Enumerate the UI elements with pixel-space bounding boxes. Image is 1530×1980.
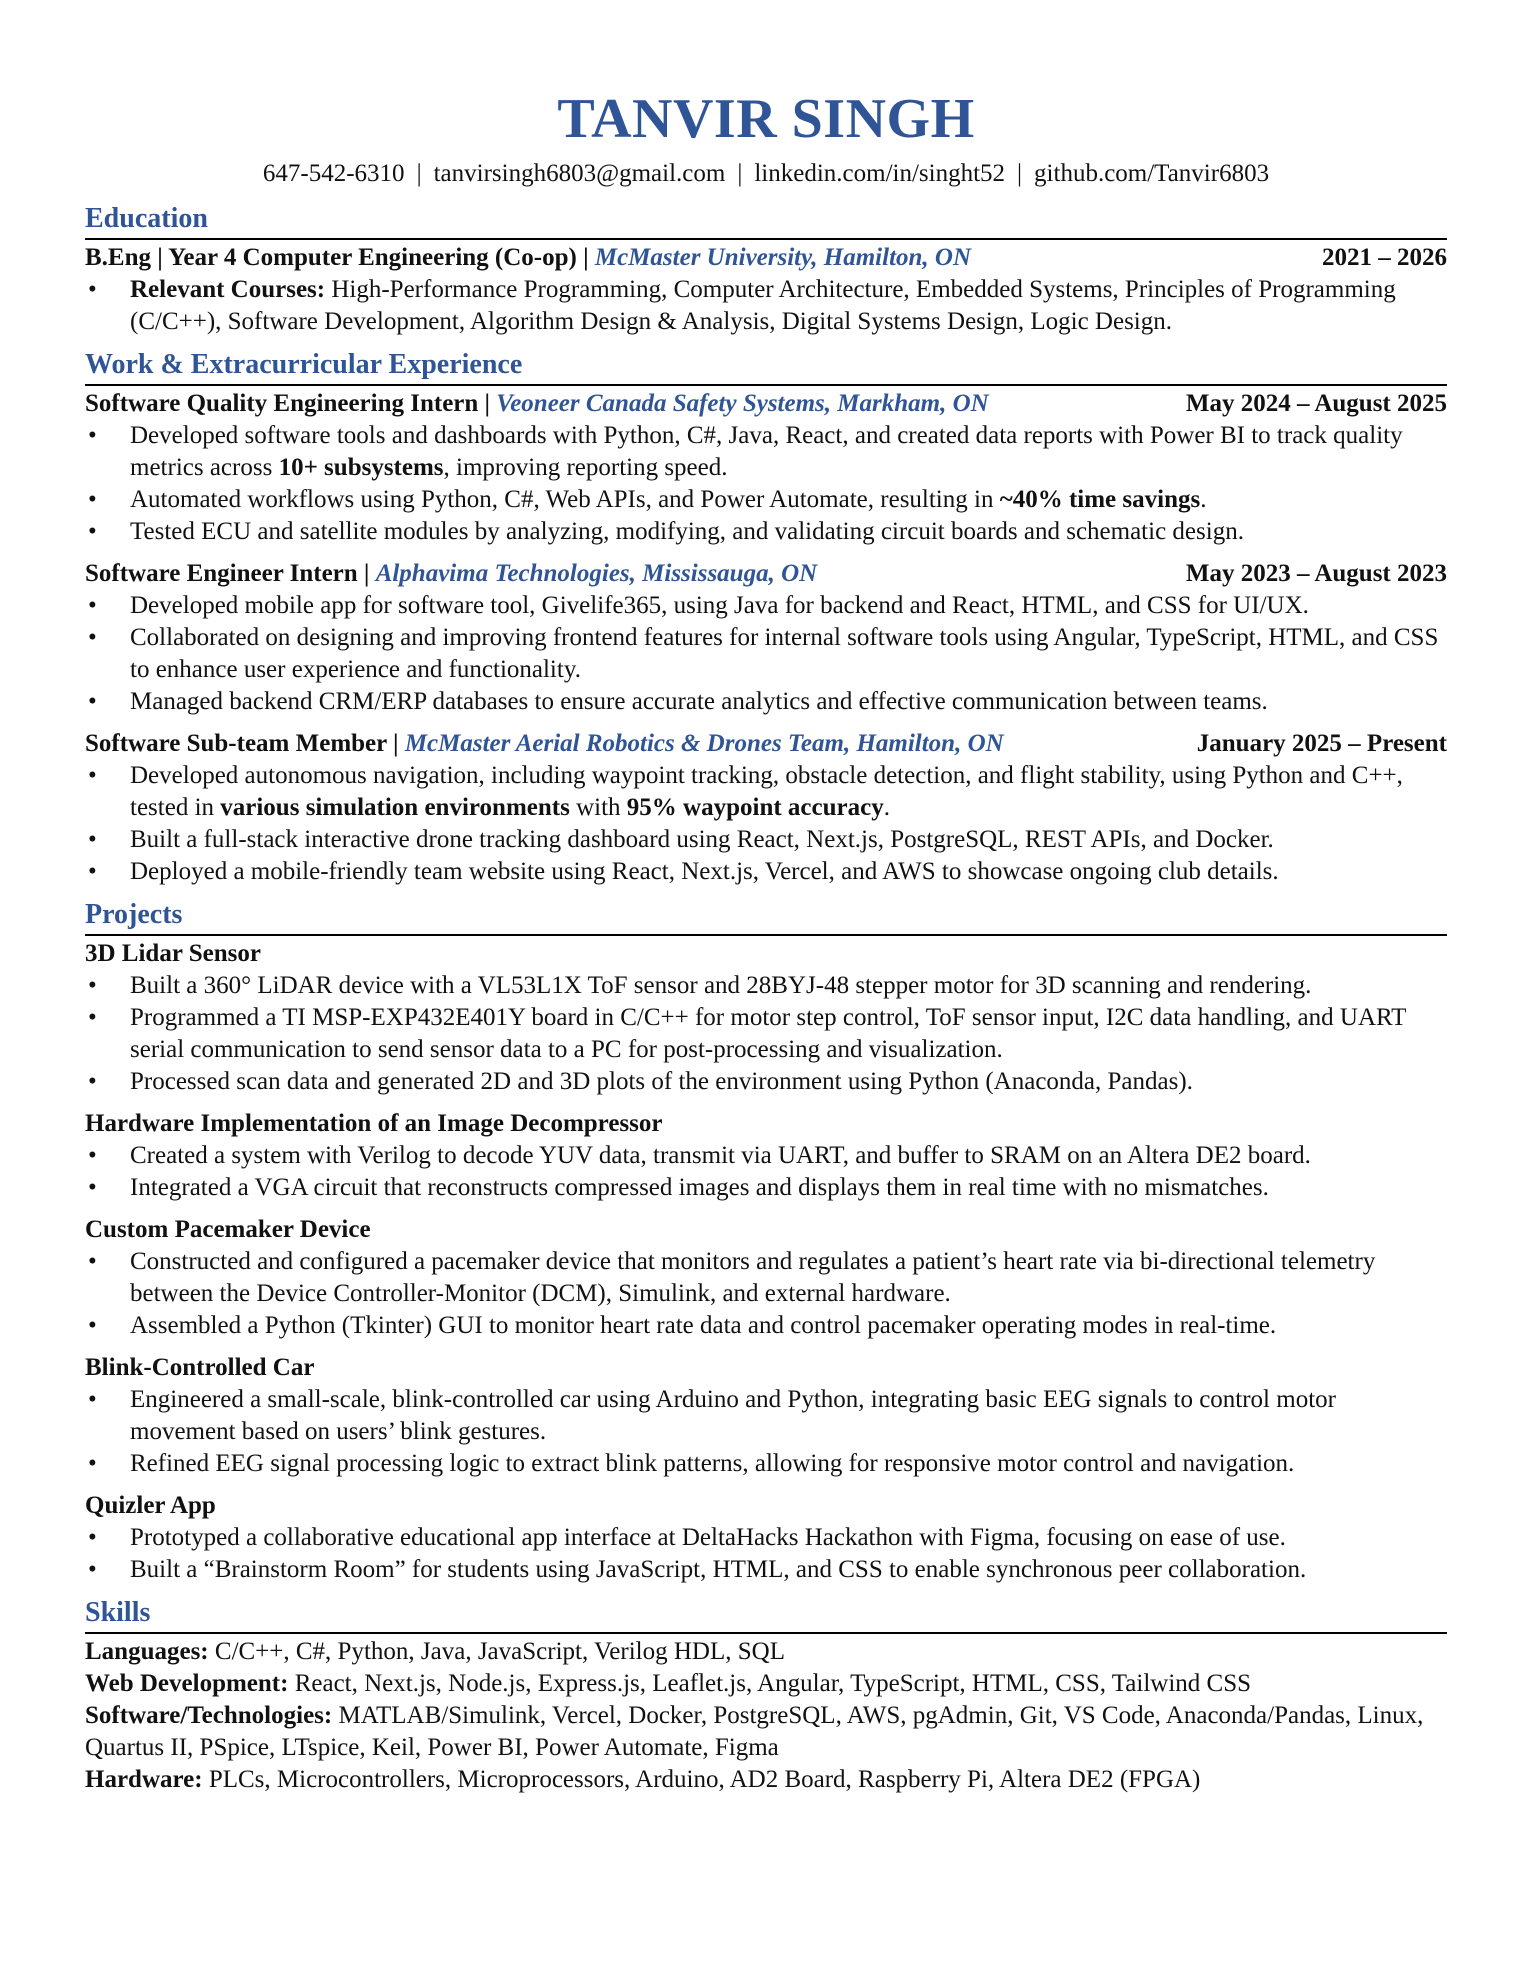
section-title-skills: Skills [85, 1596, 1447, 1634]
separator: | [416, 160, 422, 187]
phone: 647-542-6310 [262, 160, 405, 187]
section-title-projects: Projects [85, 898, 1447, 936]
list-item: • Processed scan data and generated 2D and 3D plots of the environment using Python (Anaconda, Pandas). [85, 1066, 1447, 1098]
list-item [85, 274, 1447, 338]
bullet-text: with [569, 794, 627, 821]
job-entry [85, 388, 1447, 548]
list-item [85, 420, 1447, 484]
job-title-line [85, 728, 1004, 760]
list-item: • Managed backend CRM/ERP databases to ensure accurate analytics and effective communication between teams. [85, 686, 1447, 718]
bullet-text: . [1200, 486, 1207, 513]
skill-text: C/C++, C#, Python, Java, JavaScript, Verilog HDL, SQL [214, 1638, 785, 1665]
skill-label: Hardware: [85, 1766, 209, 1793]
section-title-experience: Work & Extracurricular Experience [85, 348, 1447, 386]
education-dates: 2021 – 2026 [1322, 244, 1447, 271]
job-dates: January 2025 – Present [1196, 730, 1447, 757]
job-role: Software Engineer Intern | [85, 560, 376, 587]
skill-line-hardware [85, 1764, 1447, 1796]
bullet-text: Developed autonomous navigation, including waypoint tracking, obstacle detection, and flight stability, using Python and C++, tested in [130, 762, 1403, 821]
project-entry [85, 1352, 1447, 1480]
job-org: McMaster Aerial Robotics & Drones Team, Hamilton, ON [404, 730, 1004, 757]
list-item: • Tested ECU and satellite modules by analyzing, modifying, and validating circuit boards and schematic design. [85, 516, 1447, 548]
separator: | [1017, 160, 1023, 187]
job-dates: May 2024 – August 2025 [1185, 390, 1447, 417]
project-bullets [85, 1246, 1447, 1342]
linkedin-link[interactable]: linkedin.com/in/singht52 [754, 160, 1006, 187]
project-entry [85, 1490, 1447, 1586]
job-bullets [85, 420, 1447, 548]
project-entry [85, 1108, 1447, 1204]
candidate-name: TANVIR SINGH [557, 88, 975, 150]
degree-line [85, 242, 971, 274]
list-item: • Refined EEG signal processing logic to extract blink patterns, allowing for responsive motor control and navigation. [85, 1448, 1447, 1480]
list-item: • Programmed a TI MSP-EXP432E401Y board in C/C++ for motor step control, ToF sensor input, I2C data handling, and UART serial communication to send sensor data to a PC for post-processing and visualization. [85, 1002, 1447, 1066]
project-title: 3D Lidar Sensor [85, 940, 261, 967]
list-item: • Collaborated on designing and improving frontend features for internal software tools using Angular, TypeScript, HTML, and CSS to enhance user experience and functionality. [85, 622, 1447, 686]
skill-line-languages [85, 1636, 1447, 1668]
list-item [85, 484, 1447, 516]
job-header [85, 558, 1447, 590]
job-title-line [85, 388, 989, 420]
project-title: Quizler App [85, 1492, 216, 1519]
project-bullets [85, 1384, 1447, 1480]
skill-text: PLCs, Microcontrollers, Microprocessors, Arduino, AD2 Board, Raspberry Pi, Altera DE2 (FPGA) [208, 1766, 1201, 1793]
job-bullets [85, 760, 1447, 888]
courses-label: Relevant Courses: [130, 276, 332, 303]
education-bullets [85, 274, 1447, 338]
list-item: • Deployed a mobile-friendly team website using React, Next.js, Vercel, and AWS to showcase ongoing club details. [85, 856, 1447, 888]
education-entry [85, 242, 1447, 338]
list-item: • Prototyped a collaborative educational app interface at DeltaHacks Hackathon with Figma, focusing on ease of use. [85, 1522, 1447, 1554]
project-bullets [85, 1522, 1447, 1586]
bullet-text: , improving reporting speed. [443, 454, 728, 481]
project-title: Blink-Controlled Car [85, 1354, 315, 1381]
skill-label: Web Development: [85, 1670, 295, 1697]
list-item: • Developed mobile app for software tool, Givelife365, using Java for backend and React, HTML, and CSS for UI/UX. [85, 590, 1447, 622]
skill-text: React, Next.js, Node.js, Express.js, Leaflet.js, Angular, TypeScript, HTML, CSS, Tailwind CSS [294, 1670, 1252, 1697]
courses-text: High-Performance Programming, Computer Architecture, Embedded Systems, Principles of Programming (C/C++), Software Development, Algorithm Design & Analysis, Digital Systems Design, Logic Design. [130, 276, 1396, 335]
list-item: • Built a full-stack interactive drone tracking dashboard using React, Next.js, PostgreSQL, REST APIs, and Docker. [85, 824, 1447, 856]
skill-label: Languages: [85, 1638, 215, 1665]
job-entry [85, 728, 1447, 888]
project-bullets [85, 1140, 1447, 1204]
project-title: Hardware Implementation of an Image Decompressor [85, 1110, 663, 1137]
bullet-bold: various simulation environments [220, 794, 570, 821]
list-item: • Assembled a Python (Tkinter) GUI to monitor heart rate data and control pacemaker operating modes in real-time. [85, 1310, 1447, 1342]
bullet-bold: 10+ subsystems [278, 454, 444, 481]
job-header [85, 388, 1447, 420]
job-role: Software Sub-team Member | [85, 730, 405, 757]
list-item [85, 760, 1447, 824]
job-header [85, 728, 1447, 760]
github-link[interactable]: github.com/Tanvir6803 [1034, 160, 1270, 187]
section-title-education: Education [85, 202, 1447, 240]
job-org: Alphavima Technologies, Mississauga, ON [375, 560, 818, 587]
job-entry [85, 558, 1447, 718]
list-item: • Created a system with Verilog to decode YUV data, transmit via UART, and buffer to SRAM on an Altera DE2 board. [85, 1140, 1447, 1172]
separator: | [737, 160, 743, 187]
bullet-bold: 95% waypoint accuracy [626, 794, 884, 821]
project-bullets [85, 970, 1447, 1098]
contact-line [85, 158, 1447, 190]
job-bullets [85, 590, 1447, 718]
skill-line-web [85, 1668, 1447, 1700]
bullet-bold: ~40% time savings [999, 486, 1201, 513]
resume-page [85, 80, 1447, 1796]
project-title: Custom Pacemaker Device [85, 1216, 371, 1243]
project-entry [85, 1214, 1447, 1342]
list-item: • Built a 360° LiDAR device with a VL53L1X ToF sensor and 28BYJ-48 stepper motor for 3D scanning and rendering. [85, 970, 1447, 1002]
skills-list [85, 1636, 1447, 1796]
list-item: • Engineered a small-scale, blink-controlled car using Arduino and Python, integrating basic EEG signals to control motor movement based on users’ blink gestures. [85, 1384, 1447, 1448]
bullet-text: Developed software tools and dashboards with Python, C#, Java, React, and created data reports with Power BI to track quality metrics across [130, 422, 1403, 481]
email-link[interactable]: tanvirsingh6803@gmail.com [433, 160, 726, 187]
project-entry [85, 938, 1447, 1098]
bullet-text: Automated workflows using Python, C#, Web APIs, and Power Automate, resulting in [130, 486, 1000, 513]
list-item: • Constructed and configured a pacemaker device that monitors and regulates a patient’s heart rate via bi-directional telemetry between the Device Controller-Monitor (DCM), Simulink, and external hardware. [85, 1246, 1447, 1310]
skill-text: MATLAB/Simulink, Vercel, Docker, PostgreSQL, AWS, pgAdmin, Git, VS Code, Anaconda/Pandas, Linux, Quartus II, PSpice, LTspice, Keil, Power BI, Power Automate, Figma [85, 1702, 1424, 1761]
job-title-line [85, 558, 817, 590]
bullet-text: . [883, 794, 890, 821]
degree: B.Eng | Year 4 Computer Engineering (Co-op) | [85, 244, 595, 271]
list-item: • Built a “Brainstorm Room” for students using JavaScript, HTML, and CSS to enable synchronous peer collaboration. [85, 1554, 1447, 1586]
skill-label: Software/Technologies: [85, 1702, 339, 1729]
job-org: Veoneer Canada Safety Systems, Markham, ON [496, 390, 989, 417]
school: McMaster University, Hamilton, ON [594, 244, 972, 271]
job-role: Software Quality Engineering Intern | [85, 390, 497, 417]
list-item: • Integrated a VGA circuit that reconstructs compressed images and displays them in real time with no mismatches. [85, 1172, 1447, 1204]
skill-line-software [85, 1700, 1447, 1764]
education-header [85, 242, 1447, 274]
job-dates: May 2023 – August 2023 [1185, 560, 1447, 587]
